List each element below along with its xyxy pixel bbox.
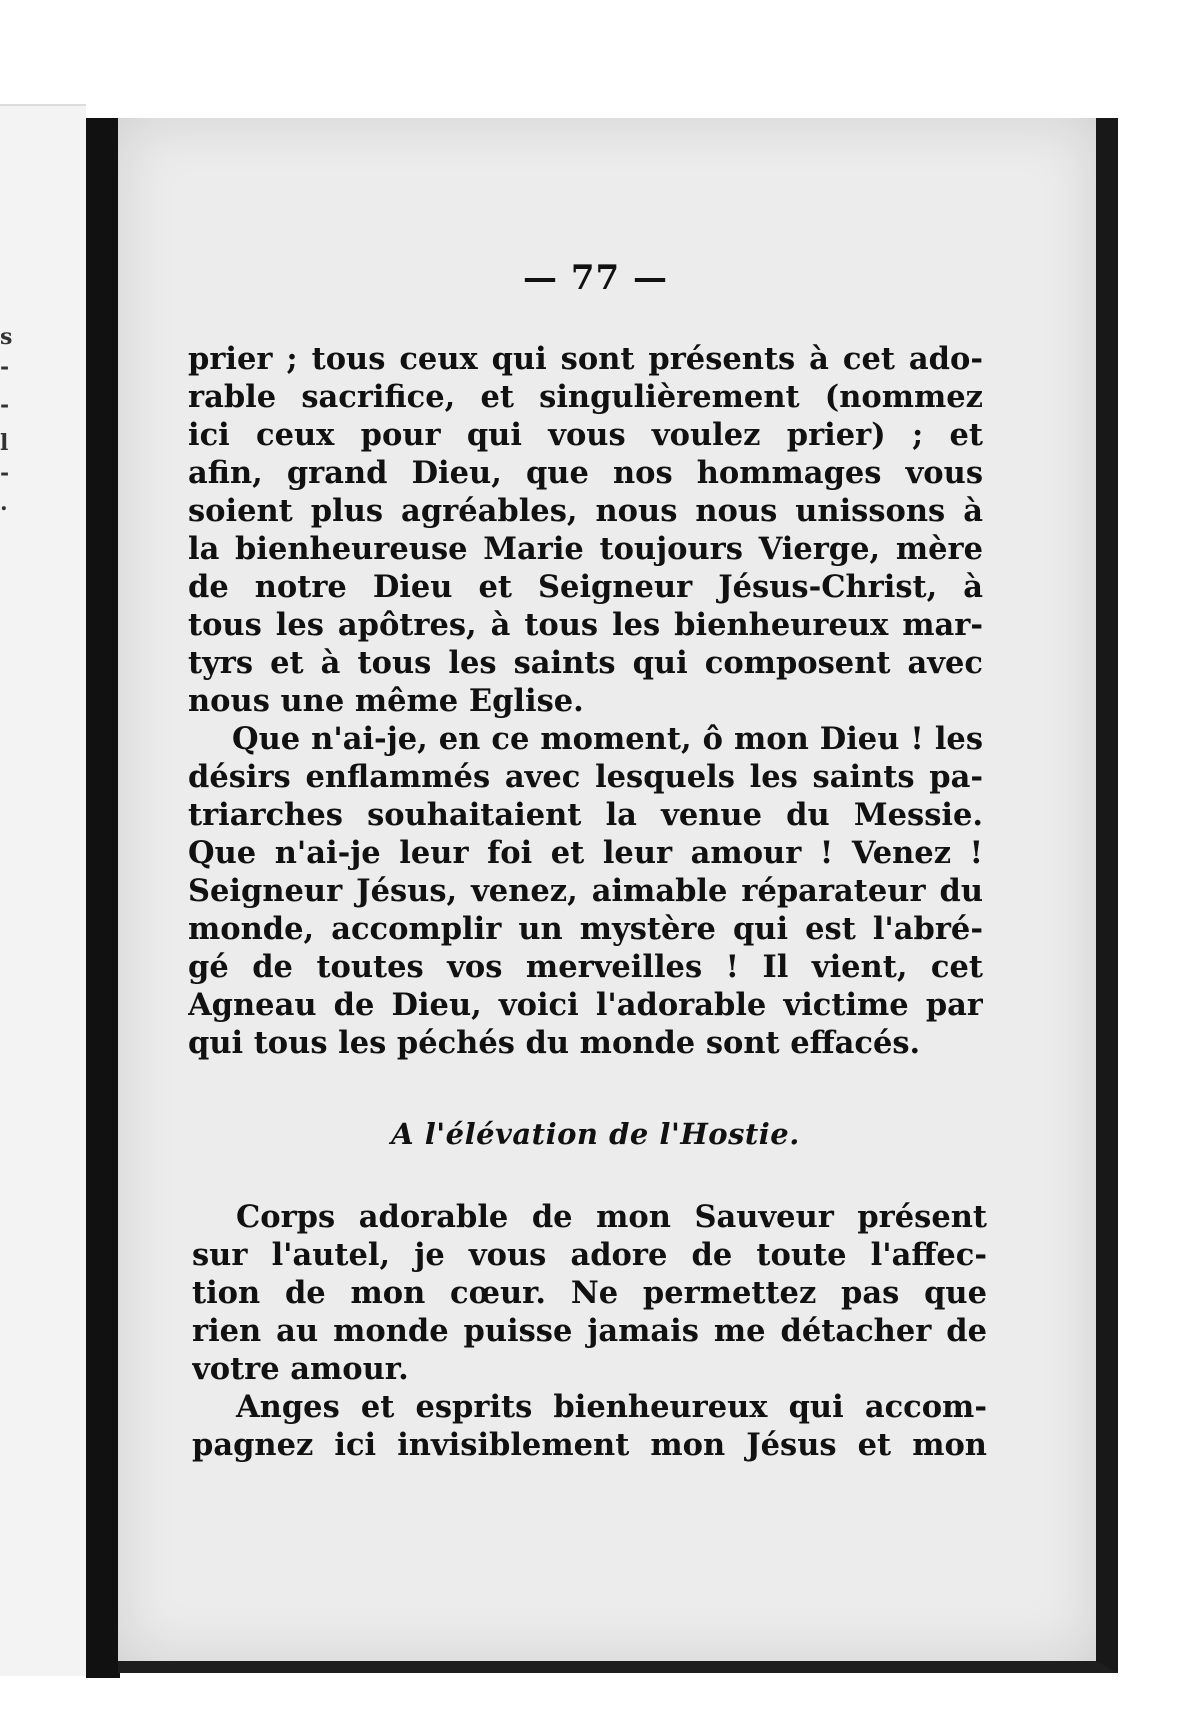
- text-line: qui tous les péchés du monde sont effacés.: [188, 1025, 921, 1061]
- text-line: la bienheureuse Marie toujours Vierge, mère: [188, 531, 983, 567]
- text-line: rien au monde puisse jamais me détacher de: [192, 1313, 987, 1349]
- text-line: soient plus agréables, nous nous unissons à: [188, 493, 983, 529]
- text-line: tion de mon cœur. Ne permettez pas que: [192, 1275, 987, 1311]
- text-line: sur l'autel, je vous adore de toute l'affec-: [192, 1237, 987, 1273]
- text-line: ici ceux pour qui vous voulez prier) ; et: [188, 417, 983, 453]
- text-line: Anges et esprits bienheureux qui accom-: [236, 1389, 987, 1425]
- text-line: nous une même Eglise.: [188, 683, 584, 719]
- text-line: de notre Dieu et Seigneur Jésus-Christ, à: [188, 569, 983, 605]
- body-text-block-1: [188, 340, 983, 1062]
- section-heading: A l'élévation de l'Hostie.: [391, 1117, 800, 1151]
- left-facing-page: [0, 104, 86, 1676]
- text-line: monde, accomplir un mystère qui est l'abré-: [188, 911, 983, 947]
- text-line: pagnez ici invisiblement mon Jésus et mon: [192, 1427, 987, 1463]
- text-line: triarches souhaitaient la venue du Messie.: [188, 797, 983, 833]
- text-line: désirs enflammés avec lesquels les saints pa-: [188, 759, 983, 795]
- text-line: Corps adorable de mon Sauveur présent: [236, 1199, 987, 1235]
- text-line: prier ; tous ceux qui sont présents à cet ado-: [188, 341, 983, 377]
- body-text-block-2: [192, 1198, 987, 1464]
- book-gutter: [86, 118, 120, 1678]
- left-page-fragment: -: [0, 392, 10, 418]
- text-line: votre amour.: [192, 1351, 409, 1387]
- page-number: — 77 —: [523, 258, 668, 298]
- left-page-fragment: -: [0, 460, 10, 486]
- left-page-fragment: s: [0, 324, 13, 350]
- left-page-fragment: -: [0, 354, 10, 380]
- text-line: rable sacrifice, et singulièrement (nommez: [188, 379, 983, 415]
- text-line: afin, grand Dieu, que nos hommages vous: [188, 455, 983, 491]
- text-line: tyrs et à tous les saints qui composent avec: [188, 645, 983, 681]
- text-line: Que n'ai-je, en ce moment, ô mon Dieu ! les: [232, 721, 983, 757]
- text-line: tous les apôtres, à tous les bienheureux mar-: [188, 607, 983, 643]
- text-line: gé de toutes vos merveilles ! Il vient, cet: [188, 949, 983, 985]
- left-page-fragment: l: [0, 430, 9, 456]
- left-page-fragment: .: [0, 490, 8, 516]
- text-line: Seigneur Jésus, venez, aimable réparateur du: [188, 873, 983, 909]
- text-line: Agneau de Dieu, voici l'adorable victime par: [188, 987, 983, 1023]
- text-line: Que n'ai-je leur foi et leur amour ! Venez !: [188, 835, 983, 871]
